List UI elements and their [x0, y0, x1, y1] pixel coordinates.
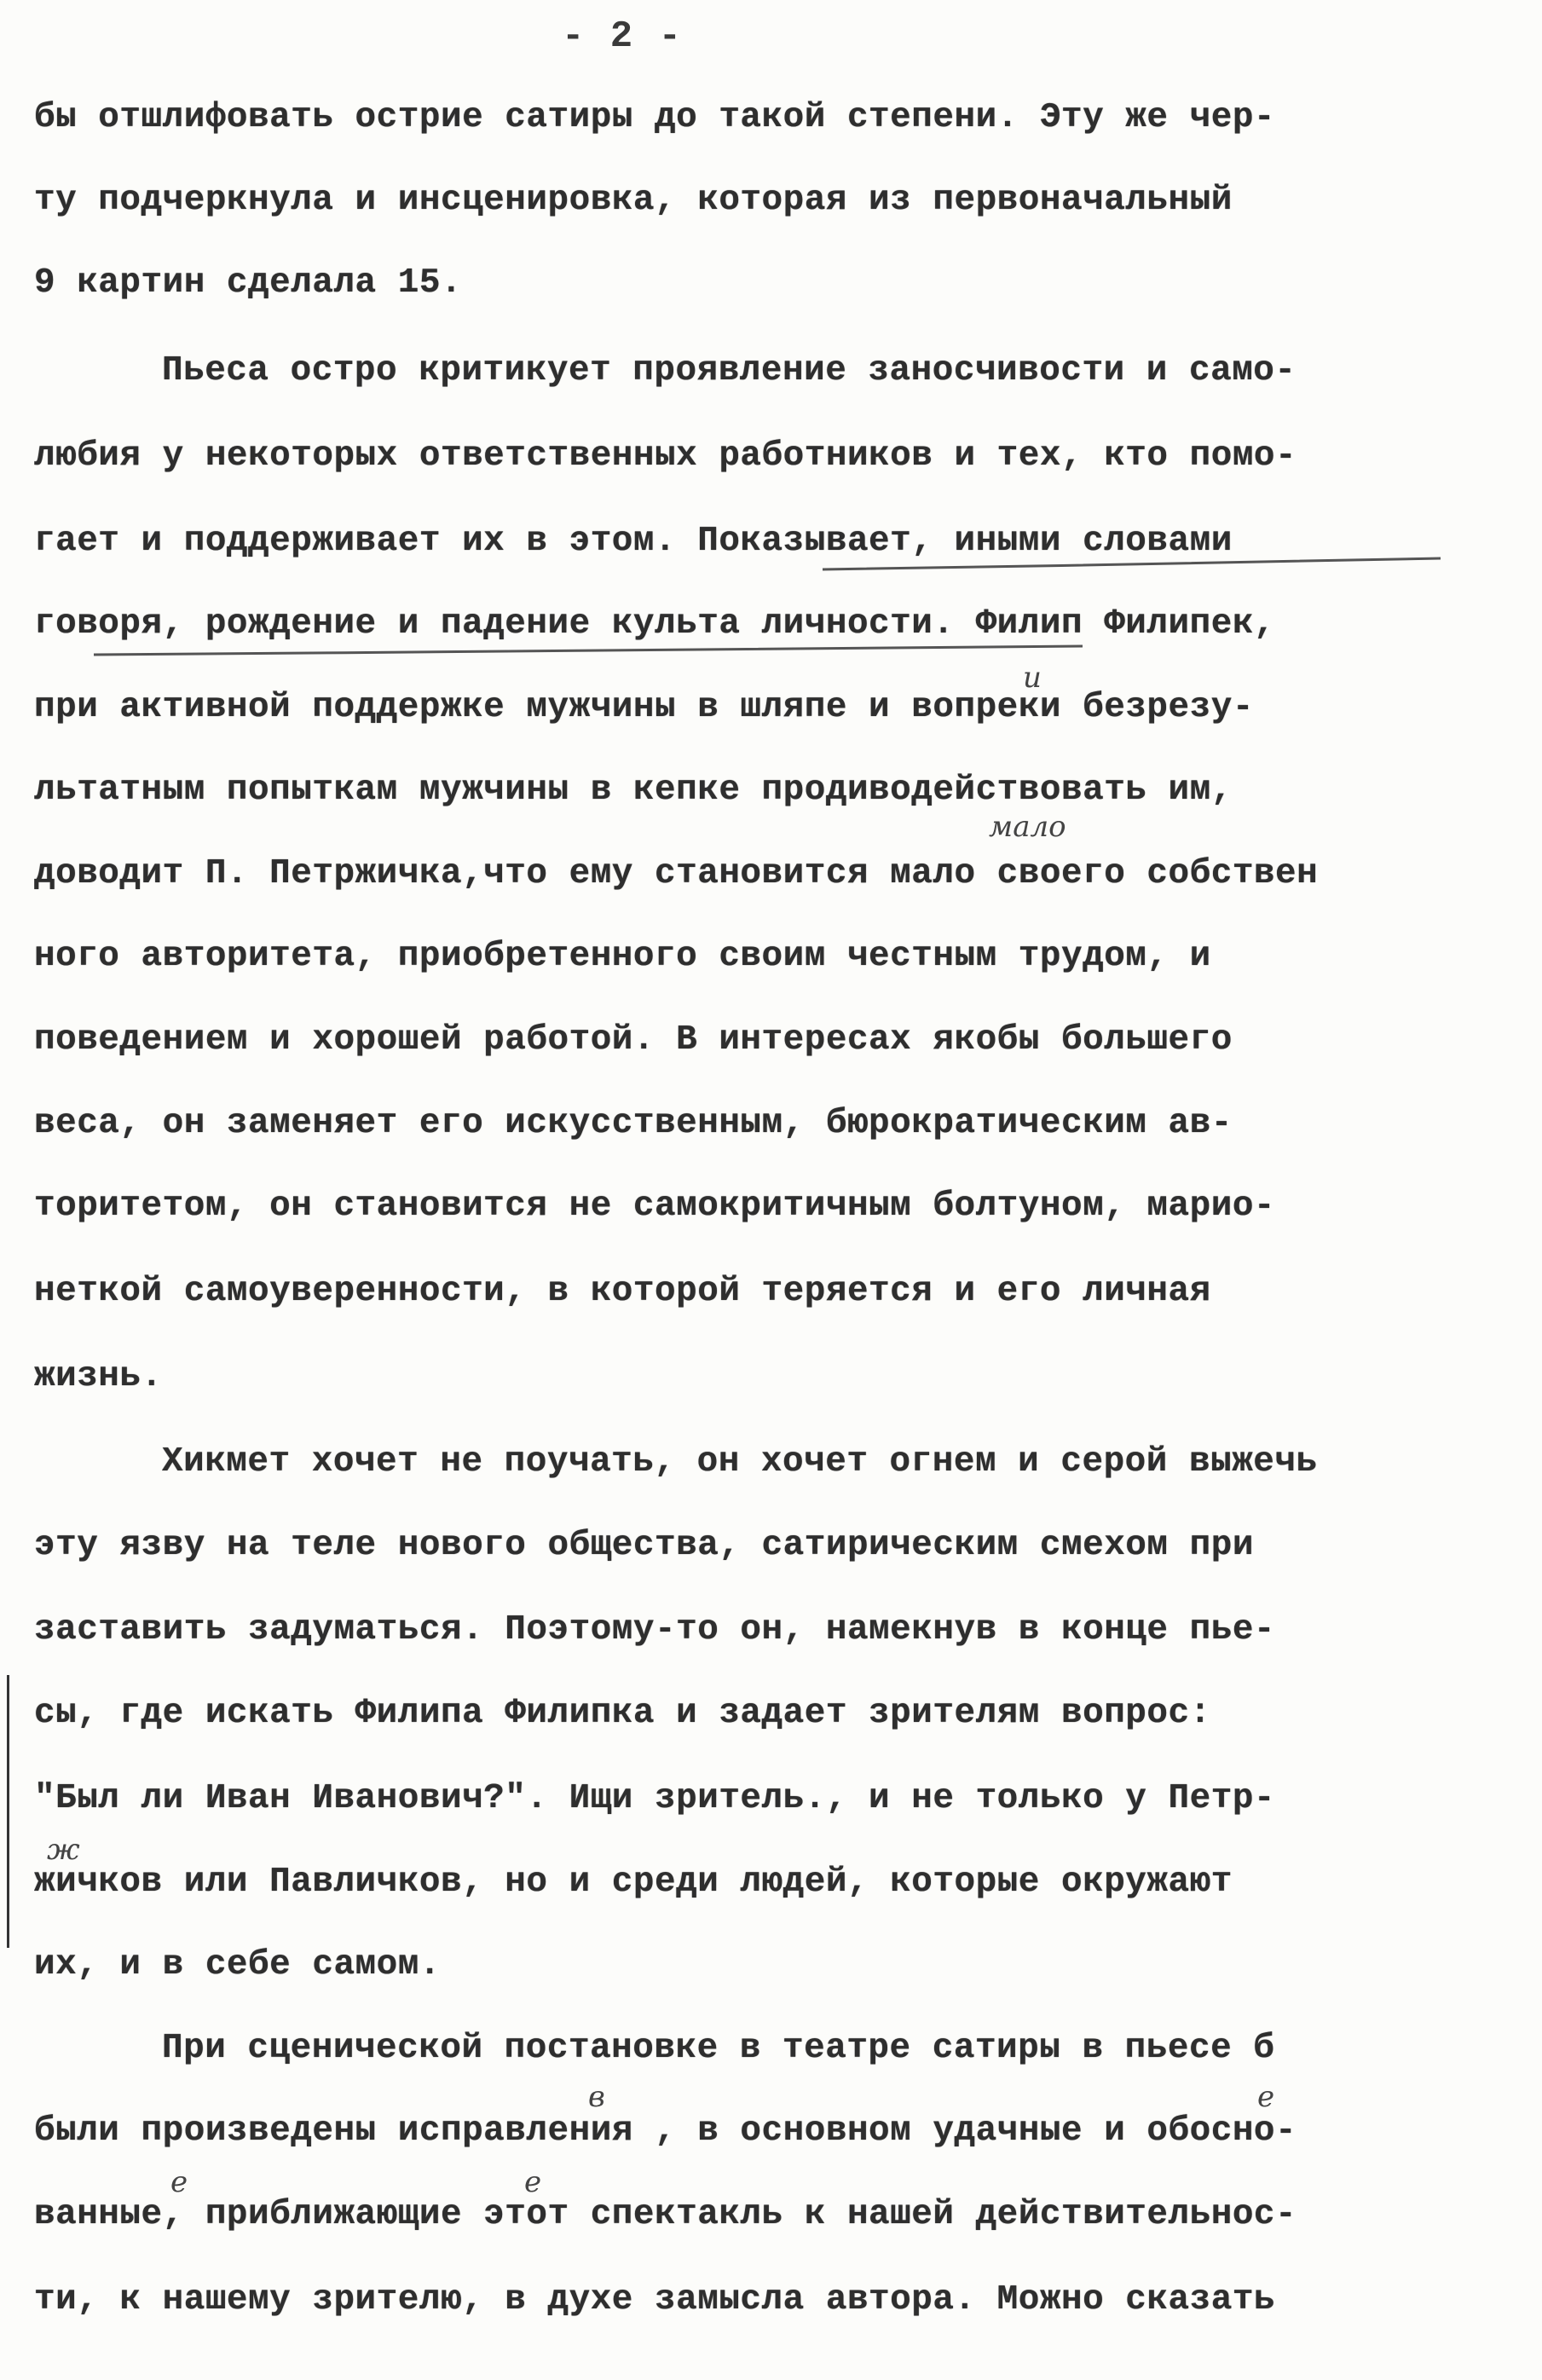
- text-line: При сценической постановке в театре сатиры в пьесе б: [162, 2029, 1275, 2068]
- text-line: ванные, приближающие этот спектакль к нашей действительнос-: [34, 2195, 1297, 2234]
- text-line: веса, он заменяет его искусственным, бюрократическим ав-: [34, 1104, 1233, 1143]
- text-line: торитетом, он становится не самокритичным болтуном, марио-: [34, 1187, 1276, 1226]
- text-line: говоря, рождение и падение культа личности. Филип Филипек,: [34, 604, 1276, 644]
- handwritten-insert: ж: [47, 1833, 80, 1867]
- text-line: ти, к нашему зрителю, в духе замысла автора. Можно сказать: [34, 2280, 1276, 2319]
- handwritten-insert: и: [1023, 661, 1042, 695]
- margin-mark: [7, 1675, 9, 1948]
- handwritten-insert: мало: [989, 810, 1066, 844]
- text-line: были произведены исправления , в основном удачные и обосно-: [34, 2111, 1297, 2151]
- text-line: поведением и хорошей работой. В интересах якобы большего: [34, 1020, 1233, 1060]
- text-line: гает и поддерживает их в этом. Показывает, иными словами: [34, 522, 1233, 561]
- text-line: заставить задуматься. Поэтому-то он, намекнув в конце пье-: [34, 1610, 1276, 1649]
- text-line: сы, где искать Филипа Филипка и задает зрителям вопрос:: [34, 1694, 1211, 1733]
- handwritten-insert: е: [524, 2165, 542, 2199]
- text-line: неткой самоуверенности, в которой теряется и его личная: [34, 1272, 1211, 1311]
- text-line: эту язву на теле нового общества, сатирическим смехом при: [34, 1526, 1254, 1565]
- handwritten-insert: е: [1257, 2080, 1275, 2114]
- text-line: Хикмет хочет не поучать, он хочет огнем и серой выжечь: [162, 1442, 1318, 1482]
- text-line: ту подчеркнула и инсценировка, которая из первоначальный: [34, 181, 1233, 220]
- text-line: льтатным попыткам мужчины в кепке продиводействовать им,: [34, 771, 1233, 810]
- text-line: 9 картин сделала 15.: [34, 263, 463, 303]
- handwritten-insert: е: [170, 2165, 188, 2199]
- page-number: - 2 -: [561, 15, 684, 58]
- text-line: жичков или Павличков, но и среди людей, которые окружают: [34, 1863, 1233, 1902]
- text-line: любия у некоторых ответственных работников и тех, кто помо-: [34, 436, 1297, 476]
- text-line: ного авторитета, приобретенного своим честным трудом, и: [34, 937, 1211, 976]
- text-line: бы отшлифовать острие сатиры до такой степени. Эту же чер-: [34, 98, 1276, 137]
- text-line: их, и в себе самом.: [34, 1945, 441, 1984]
- text-line: Пьеса остро критикует проявление заносчивости и само-: [162, 351, 1297, 390]
- text-line: доводит П. Петржичка,что ему становится мало своего собствен: [34, 854, 1319, 893]
- handwritten-insert: в: [588, 2080, 605, 2114]
- text-line: жизнь.: [34, 1357, 163, 1396]
- text-line: "Был ли Иван Иванович?". Ищи зритель., и не только у Петр-: [34, 1779, 1276, 1818]
- text-line: при активной поддержке мужчины в шляпе и вопреки безрезу-: [34, 688, 1254, 727]
